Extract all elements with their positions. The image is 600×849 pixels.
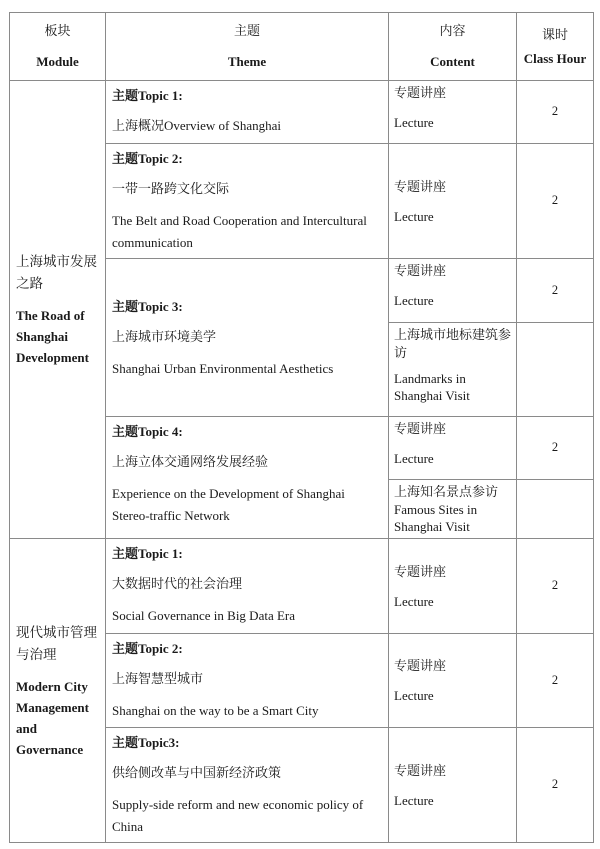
theme-cell bbox=[106, 144, 389, 259]
header-content-zh: 内容 bbox=[439, 23, 466, 39]
theme-cell bbox=[106, 728, 389, 843]
content-zh: 专题讲座 bbox=[394, 762, 447, 778]
topic-title bbox=[112, 117, 384, 135]
content-en: Lecture bbox=[394, 208, 434, 224]
content-cell bbox=[389, 417, 517, 480]
module-cell-2 bbox=[10, 539, 106, 843]
topic-zh: 上海城市环境美学 bbox=[112, 328, 217, 344]
header-hour bbox=[517, 13, 594, 81]
header-module-zh: 板块 bbox=[44, 23, 71, 39]
module-zh: 上海城市发展之路 bbox=[16, 254, 97, 291]
topic-label: 主题Topic 1: bbox=[112, 88, 183, 103]
hour-cell: 2 bbox=[517, 144, 594, 259]
topic-zh: 大数据时代的社会治理 bbox=[112, 576, 243, 591]
topic-en: The Belt and Road Cooperation and Intercultural communication bbox=[112, 213, 367, 250]
hour-cell: 2 bbox=[517, 81, 594, 144]
topic-label: 主题Topic 3: bbox=[112, 298, 183, 314]
hour-cell: 2 bbox=[517, 634, 594, 728]
hour-cell: 2 bbox=[517, 728, 594, 843]
header-content-en: Content bbox=[430, 53, 475, 69]
topic-label: 主题Topic 1: bbox=[112, 546, 183, 561]
hour-cell: 2 bbox=[517, 539, 594, 634]
content-en: Lecture bbox=[394, 293, 434, 308]
topic-label: 主题Topic 4: bbox=[112, 424, 183, 439]
topic-label: 主题Topic 2: bbox=[112, 151, 183, 166]
theme-cell bbox=[106, 634, 389, 728]
topic-en: Shanghai on the way to be a Smart City bbox=[112, 703, 319, 718]
hour-cell: 2 bbox=[517, 417, 594, 480]
content-en: Lecture bbox=[394, 688, 434, 703]
content-en: Lecture bbox=[394, 792, 434, 808]
topic-en: Supply-side reform and new economic policy of China bbox=[112, 797, 364, 834]
header-hour-en: Class Hour bbox=[523, 50, 587, 66]
content-cell bbox=[389, 81, 517, 144]
content-en: Lecture bbox=[394, 593, 434, 609]
topic-zh: 上海概况 bbox=[112, 118, 165, 133]
content-zh: 专题讲座 bbox=[394, 658, 447, 673]
topic-label: 主题Topic3: bbox=[112, 735, 180, 750]
content-en: Famous Sites in Shanghai Visit bbox=[394, 502, 478, 534]
header-theme bbox=[106, 13, 389, 81]
module-cell-1 bbox=[10, 81, 106, 539]
header-module-en: Module bbox=[36, 53, 79, 69]
header-row bbox=[10, 13, 594, 81]
content-zh: 上海知名景点参访 bbox=[394, 484, 499, 499]
content-cell bbox=[389, 634, 517, 728]
topic-label: 主题Topic 2: bbox=[112, 641, 183, 656]
topic-en: Social Governance in Big Data Era bbox=[112, 608, 296, 623]
content-en: Lecture bbox=[394, 451, 434, 466]
topic-en: Overview of Shanghai bbox=[164, 118, 281, 133]
hour-cell bbox=[517, 323, 594, 417]
theme-cell bbox=[106, 539, 389, 634]
header-module bbox=[10, 13, 106, 81]
content-cell bbox=[389, 259, 517, 323]
theme-cell bbox=[106, 417, 389, 539]
content-cell bbox=[389, 728, 517, 843]
content-zh: 专题讲座 bbox=[394, 421, 447, 436]
topic-en: Experience on the Development of Shanghai Stereo-traffic Network bbox=[112, 486, 345, 523]
topic-zh: 上海智慧型城市 bbox=[112, 671, 204, 686]
content-cell bbox=[389, 480, 517, 539]
content-zh: 专题讲座 bbox=[394, 178, 447, 194]
topic-zh: 供给侧改革与中国新经济政策 bbox=[112, 765, 282, 780]
table-row bbox=[10, 81, 594, 144]
theme-cell bbox=[106, 259, 389, 417]
content-zh: 专题讲座 bbox=[394, 263, 447, 278]
hour-cell: 2 bbox=[517, 259, 594, 323]
content-cell bbox=[389, 323, 517, 417]
hour-cell bbox=[517, 480, 594, 539]
header-theme-en: Theme bbox=[227, 53, 267, 69]
content-zh: 专题讲座 bbox=[394, 85, 447, 100]
content-cell bbox=[389, 144, 517, 259]
curriculum-table bbox=[9, 12, 594, 843]
content-en: Landmarks in Shanghai Visit bbox=[394, 371, 470, 403]
module-en: The Road of Shanghai Development bbox=[16, 308, 89, 365]
header-hour-zh: 课时 bbox=[541, 26, 568, 42]
header-theme-zh: 主题 bbox=[233, 23, 260, 39]
table-row bbox=[10, 539, 594, 634]
header-content bbox=[389, 13, 517, 81]
topic-zh: 上海立体交通网络发展经验 bbox=[112, 454, 269, 469]
content-en: Lecture bbox=[394, 115, 434, 130]
content-zh: 上海城市地标建筑参访 bbox=[394, 327, 512, 360]
content-cell bbox=[389, 539, 517, 634]
theme-cell bbox=[106, 81, 389, 144]
topic-en: Shanghai Urban Environmental Aesthetics bbox=[112, 360, 334, 376]
module-zh: 现代城市管理与治理 bbox=[16, 624, 97, 662]
topic-zh: 一带一路跨文化交际 bbox=[112, 181, 230, 196]
content-zh: 专题讲座 bbox=[394, 563, 447, 579]
module-en: Modern City Management and Governance bbox=[16, 678, 89, 757]
